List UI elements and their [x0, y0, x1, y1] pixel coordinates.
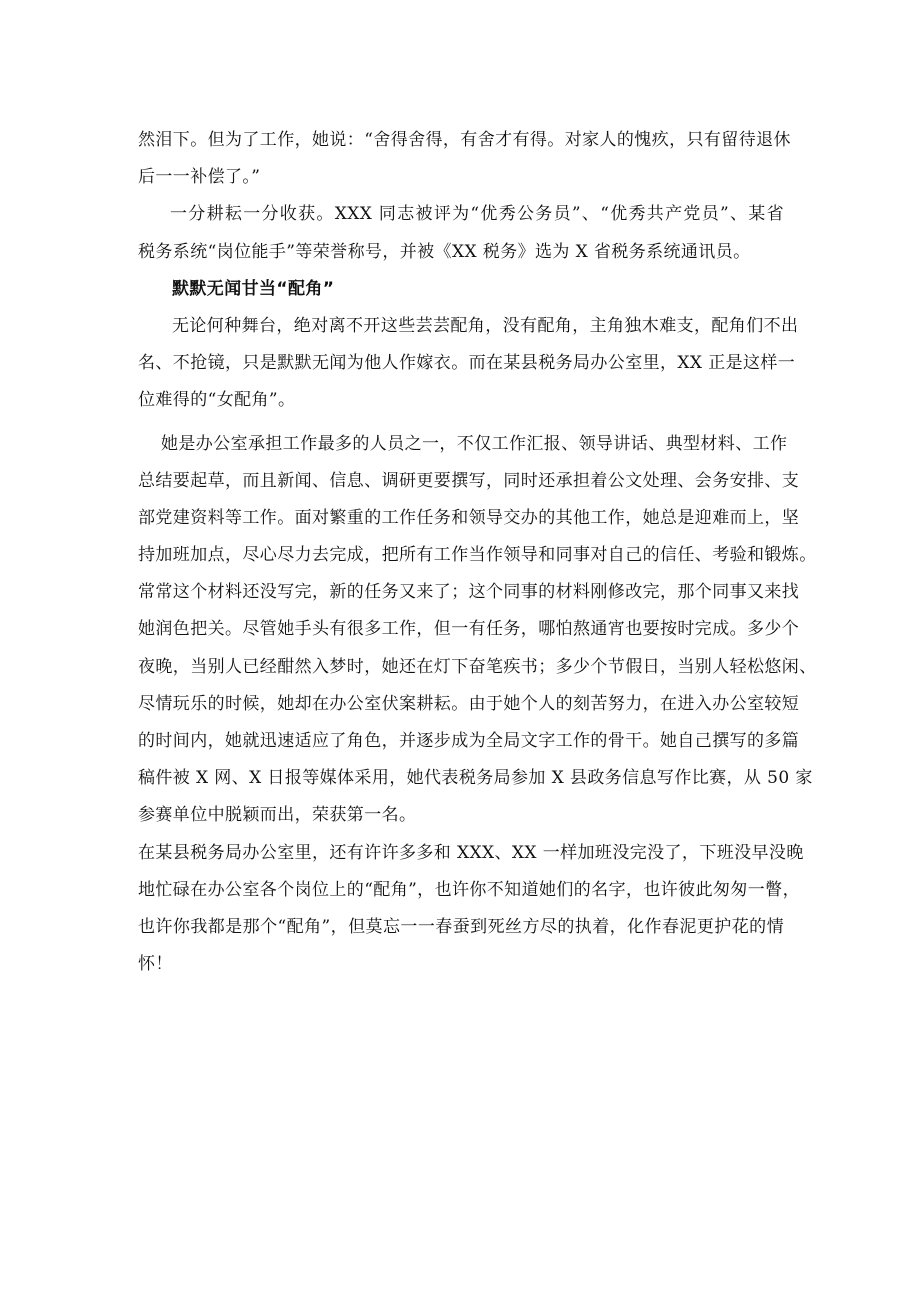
- section-heading: [138, 271, 784, 308]
- paragraph-4: [138, 426, 817, 835]
- text-line: 常常这个材料还没写完，新的任务又来了；这个同事的材料刚修改完，那个同事又来找: [138, 582, 800, 603]
- heading-text: 默默无闻甘当“配角”: [172, 278, 335, 299]
- text-line: 参赛单位中脱颖而出，荣获第一名。: [138, 805, 417, 826]
- text-line: 她润色把关。尽管她手头有很多工作，但一有任务，哪怕熬通宵也要按时完成。多少个: [138, 619, 800, 640]
- text-line: 一分耕耘一分收获。XXX 同志被评为“优秀公务员”、“优秀共产党员”、某省: [170, 204, 784, 225]
- text-line: 部党建资料等工作。面对繁重的工作任务和领导交办的其他工作，她总是迎难而上，坚: [138, 507, 800, 528]
- text-line: 税务系统“岗位能手”等荣誉称号，并被《XX 税务》选为 X 省税务系统通讯员。: [138, 241, 751, 262]
- paragraph-2: [138, 196, 784, 270]
- text-line: 位难得的“女配角”。: [138, 390, 296, 411]
- text-line: 地忙碌在办公室各个岗位上的“配角”，也许你不知道她们的名字，也许彼此匆匆一瞥，: [138, 879, 800, 900]
- paragraph-5: [138, 835, 804, 984]
- text-line: 在某县税务局办公室里，还有许许多多和 XXX、XX 一样加班没完没了，下班没早没晚: [138, 842, 804, 863]
- text-line: 名、不抢镜，只是默默无闻为他人作嫁衣。而在某县税务局办公室里，XX 正是这样一: [138, 353, 796, 374]
- text-line: 后一一补偿了。”: [138, 167, 261, 188]
- text-line: 的时间内，她就迅速适应了角色，并逐步成为全局文字工作的骨干。她自己撰写的多篇: [138, 731, 800, 751]
- text-line: 无论何种舞台，绝对离不开这些芸芸配角，没有配角，主角独木难支，配角们不出: [172, 315, 799, 336]
- text-line: 稿件被 X 网、X 日报等媒体采用，她代表税务局参加 X 县政务信息写作比赛，从 50 家: [138, 768, 813, 789]
- text-line: 尽情玩乐的时候，她却在办公室伏案耕耘。由于她个人的刻苦努力，在进入办公室较短: [138, 693, 800, 714]
- paragraph-1: [138, 122, 791, 196]
- document-body: [138, 122, 817, 983]
- text-line: 她是办公室承担工作最多的人员之一，不仅工作汇报、领导讲话、典型材料、工作: [161, 433, 788, 454]
- text-line: 夜晚，当别人已经酣然入梦时，她还在灯下奋笔疾书；多少个节假日，当别人轻松悠闲、: [138, 656, 817, 677]
- text-line: 然泪下。但为了工作，她说：“舍得舍得，有舍才有得。对家人的愧疚，只有留待退休: [138, 130, 791, 150]
- text-line: 总结要起草，而且新闻、信息、调研更要撰写，同时还承担着公文处理、会务安排、支: [138, 470, 800, 491]
- text-line: 怀！: [138, 954, 173, 975]
- text-line: 持加班加点，尽心尽力去完成，把所有工作当作领导和同事对自己的信任、考验和锻炼。: [138, 545, 817, 566]
- paragraph-3: [138, 308, 799, 420]
- text-line: 也许你我都是那个“配角”，但莫忘一一春蚕到死丝方尽的执着，化作春泥更护花的情: [138, 916, 784, 937]
